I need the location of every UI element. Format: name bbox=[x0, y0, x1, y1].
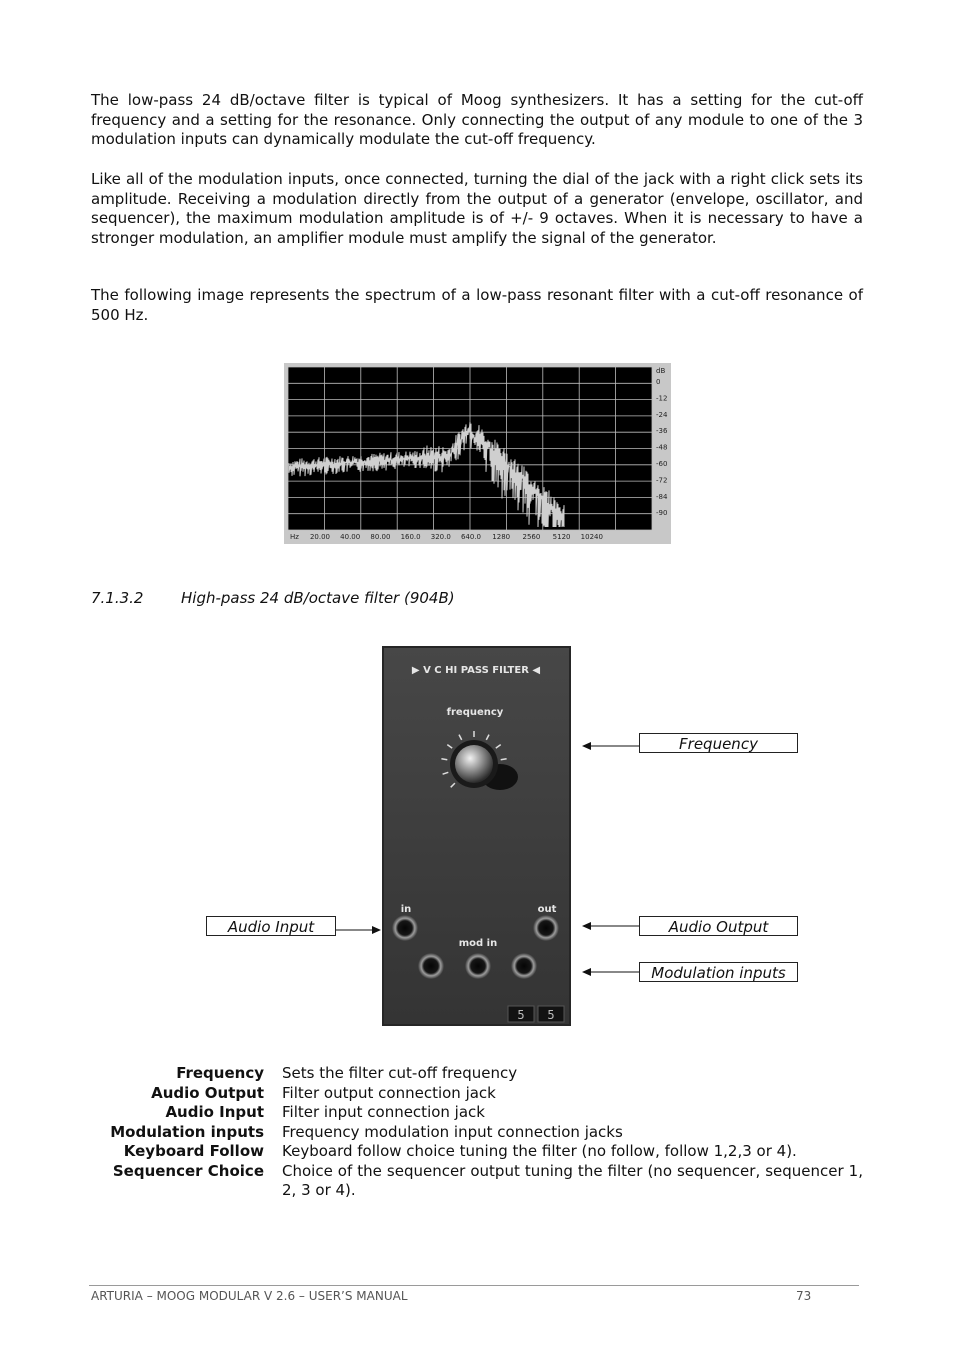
parameter-row bbox=[91, 1162, 863, 1201]
parameter-description: Frequency modulation input connection jacks bbox=[282, 1122, 623, 1141]
frequency-knob-label: frequency bbox=[446, 707, 504, 718]
parameter-description: Keyboard follow choice tuning the filter (no follow, follow 1,2,3 or 4). bbox=[282, 1142, 797, 1160]
spectrum-db-tick: -84 bbox=[656, 492, 668, 501]
callout-frequency: Frequency bbox=[639, 733, 798, 753]
paragraph-lowpass-intro: The low-pass 24 dB/octave filter is typical of Moog synthesizers. It has a setting for the cut-off frequency and a setting for the resonance. Only connecting the output of any module to one of the 3 modulation inputs can dynamically modulate the cut-off frequency. bbox=[91, 91, 863, 149]
spectrum-hz-tick: 5120 bbox=[552, 533, 571, 541]
spectrum-db-tick: -24 bbox=[656, 410, 668, 419]
sequencer-choice-value: 5 bbox=[547, 1008, 555, 1022]
knob-scale-tick bbox=[501, 759, 507, 760]
spectrum-db-tick: -48 bbox=[656, 443, 668, 452]
spectrum-db-tick: -36 bbox=[656, 427, 668, 436]
spectrum-hz-tick: 80.00 bbox=[370, 533, 391, 541]
parameter-row bbox=[91, 1142, 863, 1162]
jack-in-label: in bbox=[400, 904, 412, 915]
parameter-row bbox=[91, 1123, 863, 1143]
footer-title: ARTURIA – MOOG MODULAR V 2.6 – USER’S MANUAL bbox=[91, 1289, 408, 1303]
parameter-description: Filter input connection jack bbox=[282, 1103, 485, 1121]
spectrum-hz-tick: 320.0 bbox=[430, 533, 451, 541]
keyboard-follow-value: 5 bbox=[517, 1008, 525, 1022]
parameter-row bbox=[91, 1084, 863, 1104]
section-number: 7.1.3.2 bbox=[91, 589, 144, 607]
spectrum-hz-unit: Hz bbox=[290, 533, 299, 541]
spectrum-hz-tick: 2560 bbox=[522, 533, 541, 541]
parameter-term: Sequencer Choice bbox=[112, 1161, 264, 1180]
parameter-row bbox=[91, 1103, 863, 1123]
modulation-input-jack-1[interactable] bbox=[418, 953, 444, 979]
paragraph-modulation: Like all of the modulation inputs, once connected, turning the dial of the jack with a right click sets its amplitude. Receiving a modulation directly from the output of a generator (envelope, oscillator, and sequencer), the maximum modulation amplitude is of +/- 9 octaves. When it is necessary to have a stronger modulation, an amplifier module must amplify the signal of the generator. bbox=[91, 170, 863, 247]
frequency-knob[interactable] bbox=[455, 745, 493, 783]
spectrum-db-tick: -72 bbox=[656, 476, 668, 485]
spectrum-db-ticks bbox=[656, 378, 668, 517]
callout-audio-output: Audio Output bbox=[639, 916, 798, 936]
page-number: 73 bbox=[796, 1289, 812, 1303]
parameter-description: Sets the filter cut-off frequency bbox=[282, 1064, 518, 1082]
spectrum-db-tick: -60 bbox=[656, 460, 668, 468]
parameter-term: Keyboard Follow bbox=[123, 1142, 264, 1160]
spectrum-hz-tick: 640.0 bbox=[460, 533, 482, 541]
spectrum-analyzer-image bbox=[284, 363, 671, 544]
hi-pass-filter-module bbox=[382, 646, 571, 1026]
parameter-description: Filter output connection jack bbox=[282, 1083, 496, 1102]
footer-rule bbox=[89, 1285, 859, 1286]
modulation-input-jack-3[interactable] bbox=[511, 953, 537, 979]
callout-audio-input: Audio Input bbox=[206, 916, 336, 936]
parameter-description: Choice of the sequencer output tuning the filter (no sequencer, sequencer 1, 2, 3 or 4). bbox=[282, 1161, 863, 1199]
knob-scale-tick bbox=[441, 759, 447, 760]
spectrum-hz-tick: 1280 bbox=[492, 533, 511, 541]
parameter-row bbox=[91, 1064, 863, 1084]
audio-input-jack[interactable] bbox=[392, 915, 418, 941]
modulation-input-jack-2[interactable] bbox=[465, 953, 491, 979]
parameter-table bbox=[91, 1064, 863, 1201]
parameter-term: Modulation inputs bbox=[110, 1122, 264, 1141]
spectrum-hz-tick: 160.0 bbox=[400, 533, 421, 541]
spectrum-hz-tick: 10240 bbox=[580, 533, 603, 541]
jack-out-label: out bbox=[537, 904, 557, 915]
spectrum-hz-tick: 20.00 bbox=[309, 533, 331, 541]
spectrum-db-unit: dB bbox=[656, 367, 666, 375]
parameter-term: Audio Output bbox=[151, 1083, 264, 1102]
parameter-term: Frequency bbox=[176, 1064, 264, 1082]
callout-modulation-inputs: Modulation inputs bbox=[639, 962, 798, 982]
module-title: ▶ V C HI PASS FILTER ◀ bbox=[411, 665, 541, 676]
spectrum-db-tick: -90 bbox=[656, 509, 668, 518]
spectrum-db-tick: -12 bbox=[656, 394, 668, 403]
parameter-term: Audio Input bbox=[165, 1103, 264, 1121]
spectrum-hz-tick: 40.00 bbox=[340, 533, 361, 541]
spectrum-db-tick: 0 bbox=[656, 378, 661, 386]
audio-output-jack[interactable] bbox=[533, 915, 559, 941]
section-heading bbox=[91, 589, 455, 607]
paragraph-spectrum-intro: The following image represents the spectrum of a low-pass resonant filter with a cut-off resonance of 500 Hz. bbox=[91, 286, 863, 324]
mod-in-label: mod in bbox=[458, 938, 498, 949]
section-title: High-pass 24 dB/octave filter (904B) bbox=[181, 589, 455, 607]
